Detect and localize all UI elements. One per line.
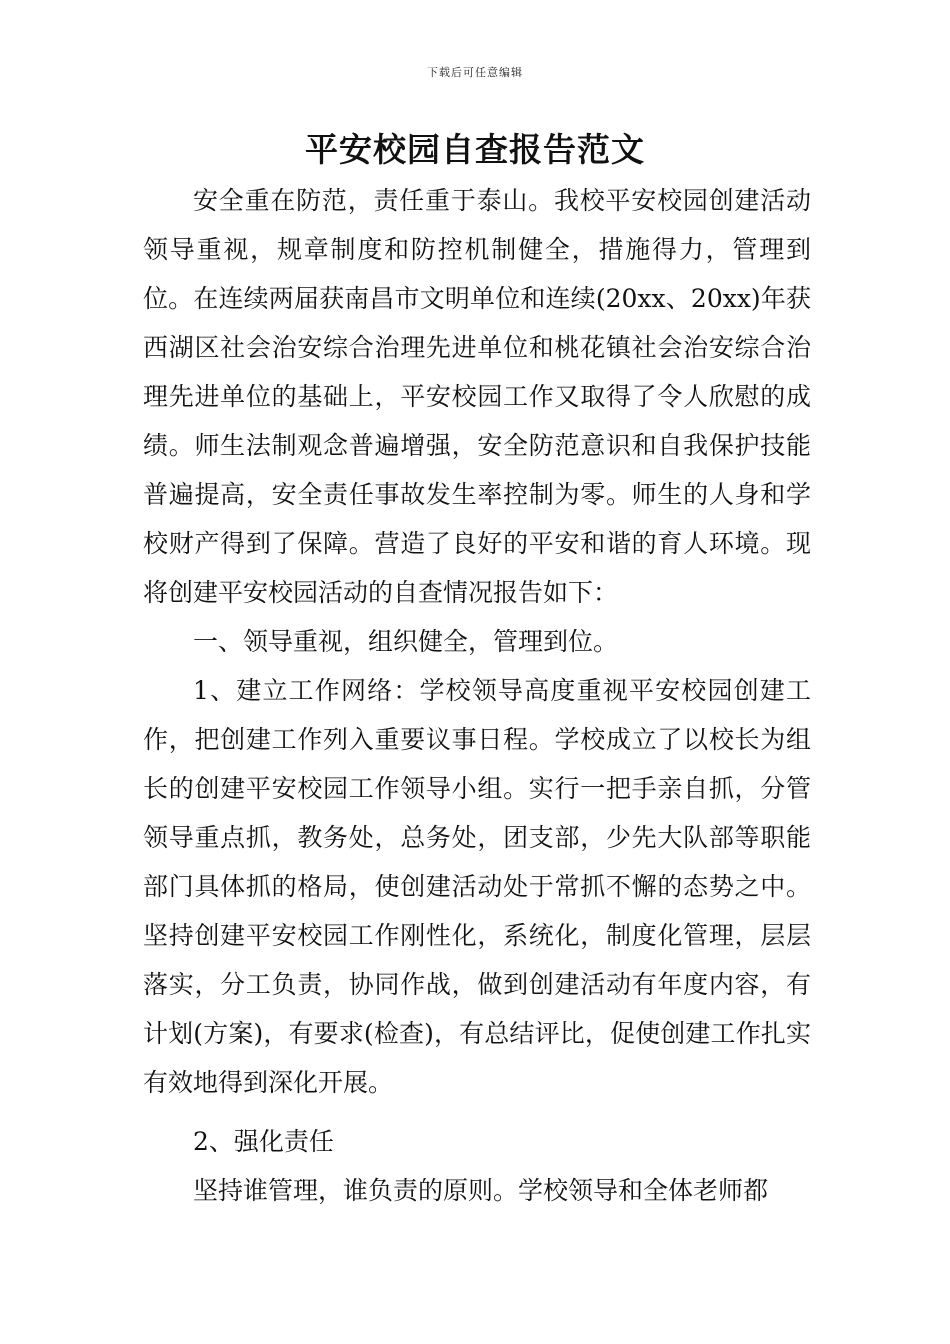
section-heading-1: 一、领导重视，组织健全，管理到位。 [193, 627, 619, 656]
section-heading-2: 2、强化责任 [193, 1127, 334, 1156]
document-title: 平安校园自查报告范文 [305, 130, 645, 169]
document-body [143, 176, 811, 1215]
paragraph-intro: 安全重在防范，责任重于泰山。我校平安校园创建活动领导重视，规章制度和防控机制健全，措施得力，管理到位。在连续两届获南昌市文明单位和连续(20xx、20xx)年获西湖区社会治安综合治理先进单位和桃花镇社会治安综合治理先进单位的基础上，平安校园工作又取得了令人欣慰的成绩。师生法制观念普遍增强，安全防范意识和自我保护技能普遍提高，安全责任事故发生率控制为零。师生的人身和学校财产得到了保障。营造了良好的平安和谐的育人环境。现将创建平安校园活动的自查情况报告如下： [143, 186, 811, 607]
paragraph-network: 1、建立工作网络：学校领导高度重视平安校园创建工作，把创建工作列入重要议事日程。学校成立了以校长为组长的创建平安校园工作领导小组。实行一把手亲自抓，分管领导重点抓，教务处，总务处，团支部，少先大队部等职能部门具体抓的格局，使创建活动处于常抓不懈的态势之中。坚持创建平安校园工作刚性化，系统化，制度化管理，层层落实，分工负责，协同作战，做到创建活动有年度内容，有计划(方案)，有要求(检查)，有总结评比，促使创建工作扎实有效地得到深化开展。 [143, 676, 811, 1097]
paragraph-responsibility: 坚持谁管理，谁负责的原则。学校领导和全体老师都 [193, 1176, 769, 1205]
header-note: 下载后可任意编辑 [427, 66, 523, 79]
